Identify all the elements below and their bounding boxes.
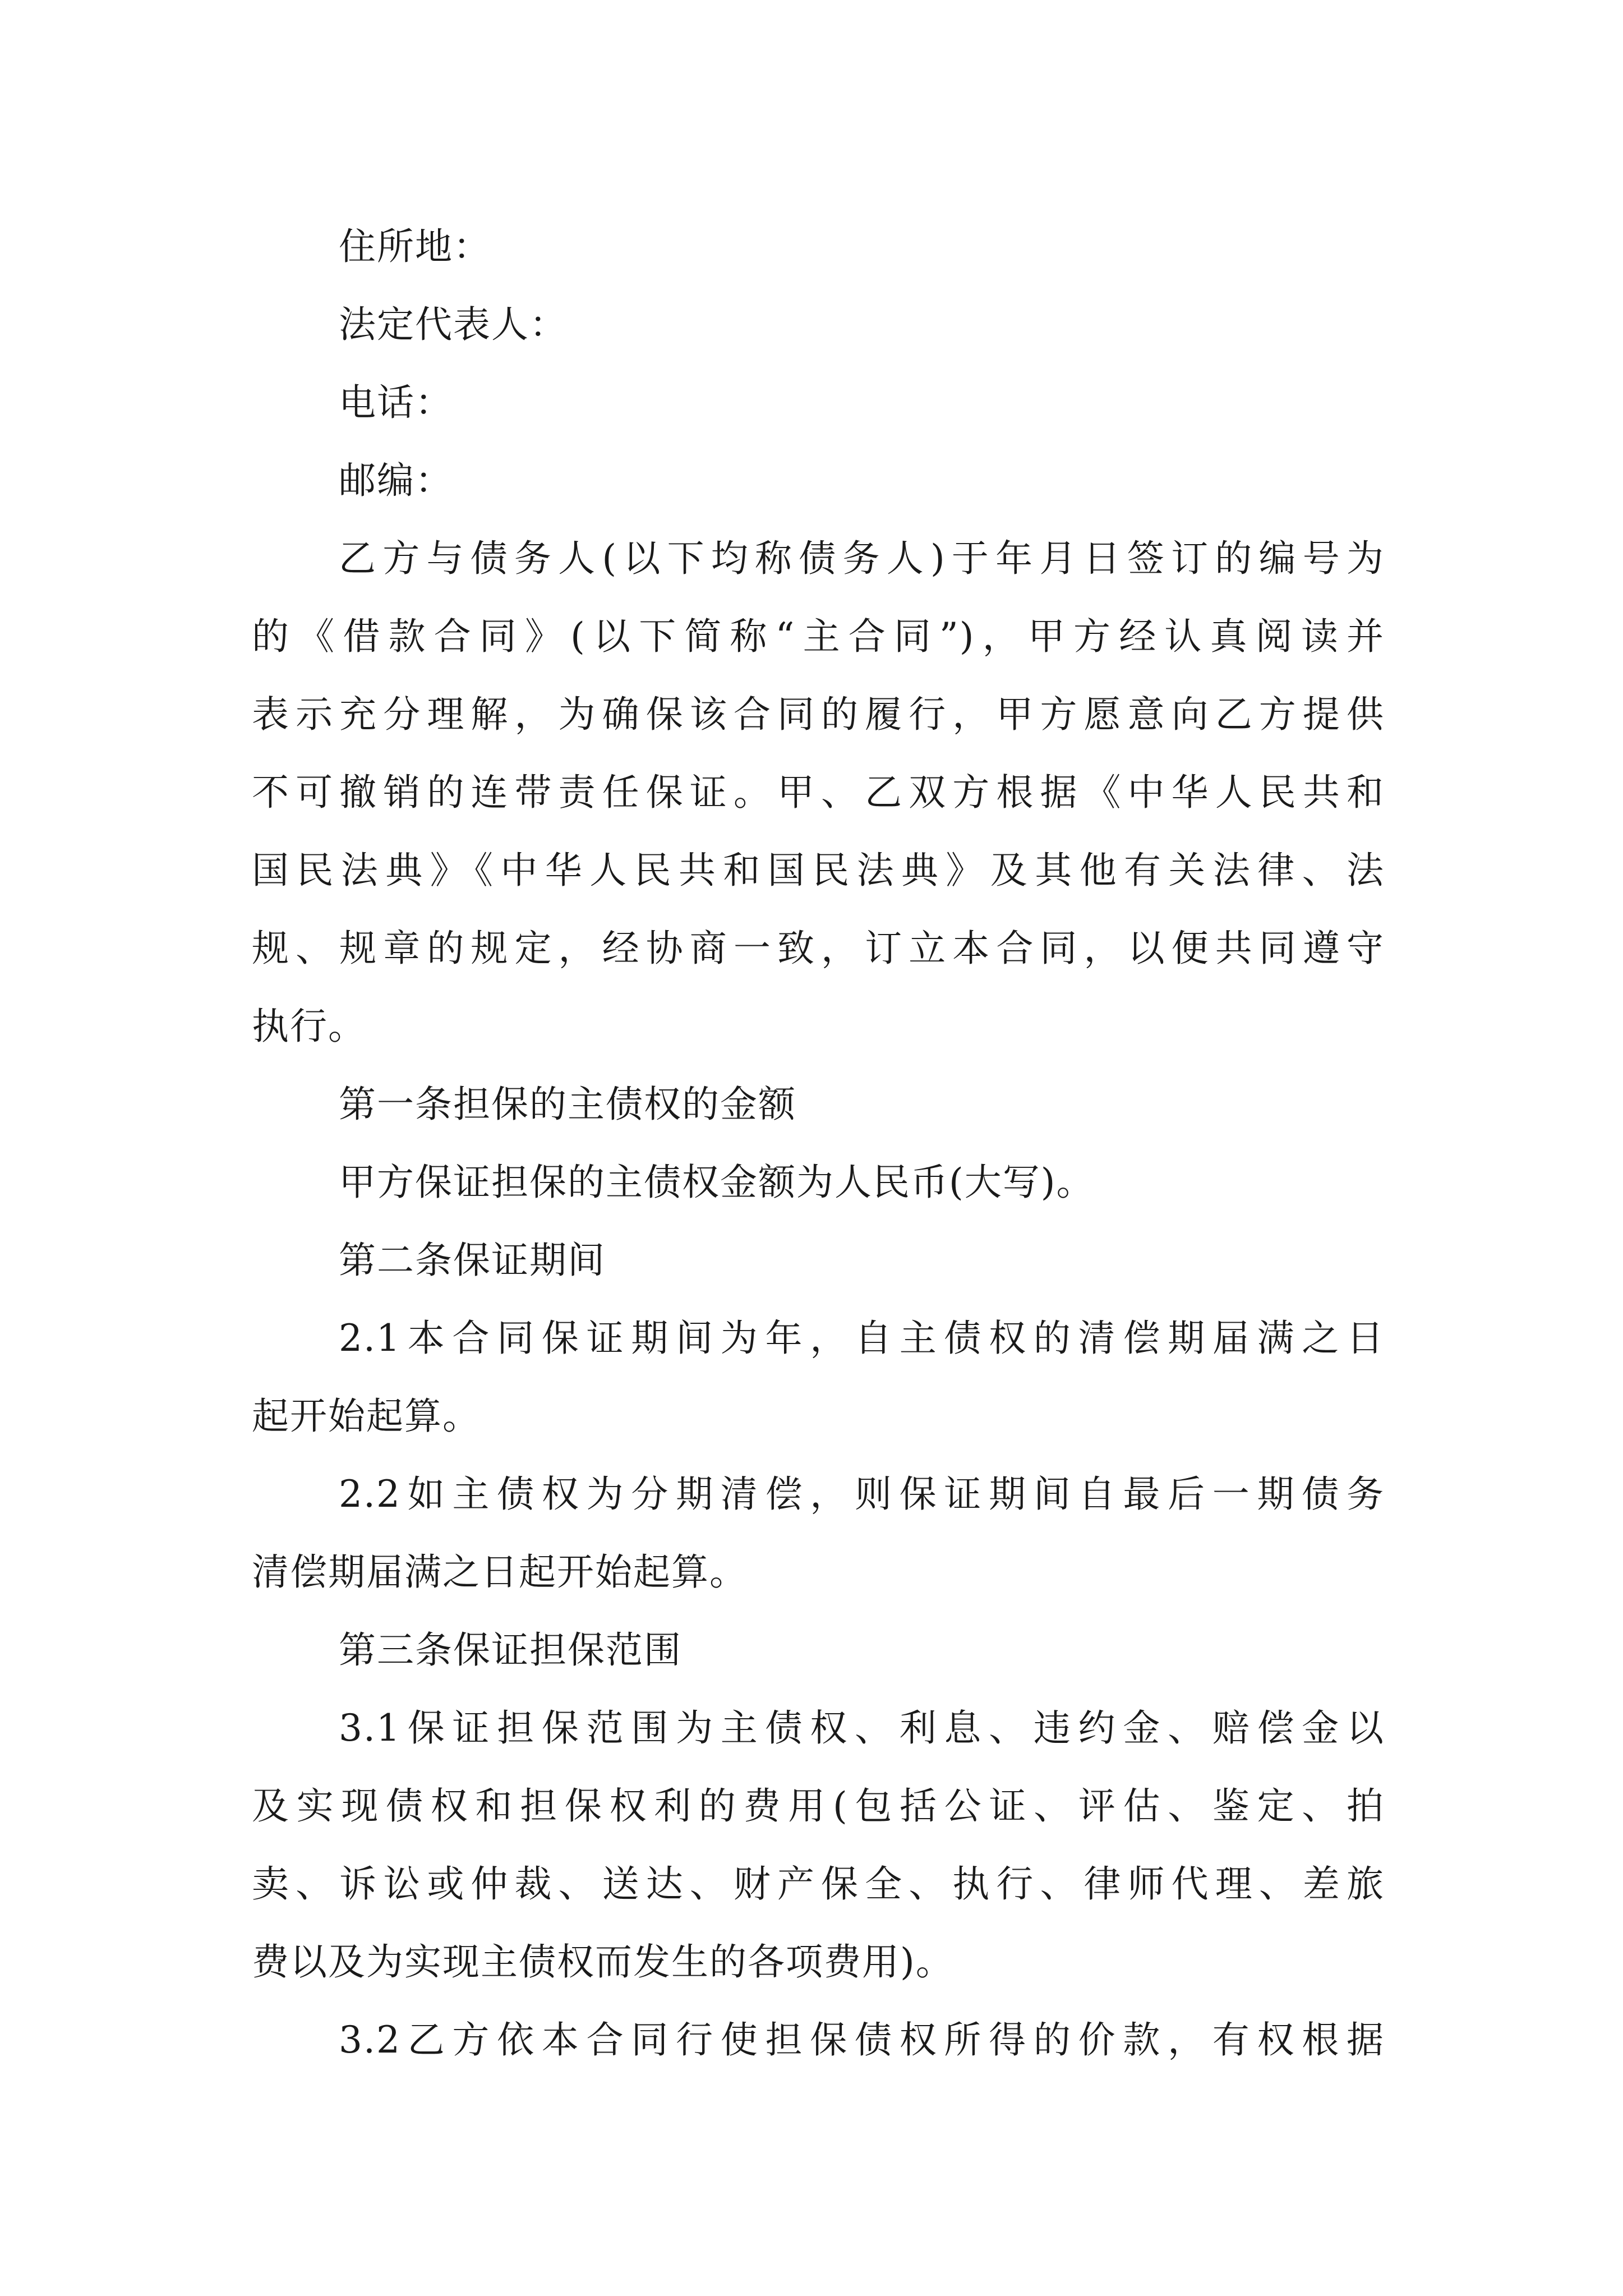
article-2-heading: 第二条保证期间 xyxy=(339,1239,606,1282)
clause-3-1-line-4: 费以及为实现主债权而发生的各项费用)。 xyxy=(252,1940,954,1984)
article-1-body: 甲方保证担保的主债权金额为人民币(大写)。 xyxy=(339,1161,1095,1204)
clause-2-1-line-2: 起开始起算。 xyxy=(252,1395,481,1438)
clause-2-2-line-2: 清偿期届满之日起开始起算。 xyxy=(252,1550,748,1594)
preamble-line-2: 的《借款合同》(以下简称“主合同”)，甲方经认真阅读并 xyxy=(252,615,1385,658)
postcode-field-label: 邮编： xyxy=(339,459,453,502)
clause-3-1-line-2: 及实现债权和担保权利的费用(包括公证、评估、鉴定、拍 xyxy=(252,1784,1385,1828)
clause-2-2-line-1: 2.2如主债权为分期清偿，则保证期间自最后一期债务 xyxy=(339,1473,1385,1516)
clause-3-2-line-1: 3.2乙方依本合同行使担保债权所得的价款，有权根据 xyxy=(339,2018,1385,2062)
preamble-line-4: 不可撤销的连带责任保证。甲、乙双方根据《中华人民共和 xyxy=(252,771,1385,814)
preamble-line-5: 国民法典》《中华人民共和国民法典》及其他有关法律、法 xyxy=(252,849,1385,892)
preamble-line-1: 乙方与债务人(以下均称债务人)于年月日签订的编号为 xyxy=(339,537,1385,580)
clause-3-1-line-3: 卖、诉讼或仲裁、送达、财产保全、执行、律师代理、差旅 xyxy=(252,1862,1385,1906)
clause-3-1-line-1: 3.1保证担保范围为主债权、利息、违约金、赔偿金以 xyxy=(339,1706,1385,1750)
article-1-heading: 第一条担保的主债权的金额 xyxy=(339,1083,796,1126)
contract-text xyxy=(252,208,1385,2079)
preamble-line-7: 执行。 xyxy=(252,1005,366,1048)
legal-representative-field-label: 法定代表人： xyxy=(339,303,568,346)
clause-2-1-line-1: 2.1本合同保证期间为年，自主债权的清偿期届满之日 xyxy=(339,1317,1385,1360)
preamble-line-6: 规、规章的规定，经协商一致，订立本合同，以便共同遵守 xyxy=(252,927,1385,970)
preamble-line-3: 表示充分理解，为确保该合同的履行，甲方愿意向乙方提供 xyxy=(252,693,1385,736)
phone-field-label: 电话： xyxy=(339,381,453,424)
article-3-heading: 第三条保证担保范围 xyxy=(339,1628,682,1672)
address-field-label: 住所地： xyxy=(339,225,491,268)
